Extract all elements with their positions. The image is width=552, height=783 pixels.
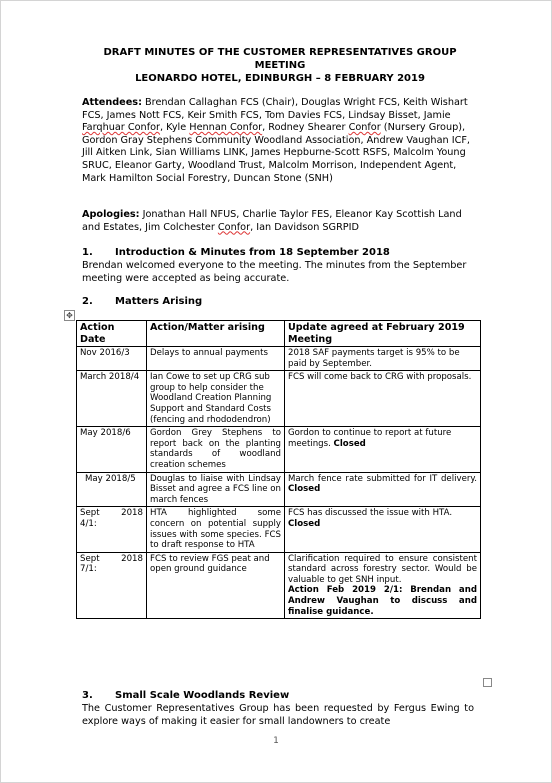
update-text: March fence rate submitted for IT delivery.	[288, 473, 477, 484]
cell-action-matter: Gordon Grey Stephens to report back on the planting standards of woodland creation schemes	[147, 427, 285, 472]
status-closed: Closed	[333, 438, 366, 449]
table-row	[77, 427, 481, 472]
table-move-handle[interactable]: ✥	[64, 310, 75, 321]
update-text: FCS will come back to CRG with proposals.	[288, 372, 472, 383]
cell-update	[285, 552, 481, 619]
document-title-line-2: MEETING	[254, 60, 306, 71]
apologies-text-a: Jonathan Hall NFUS, Charlie Taylor FES, Eleanor Kay Scottish Land and Estates, Jim Colchester	[82, 209, 462, 233]
cell-action-matter: FCS to review FGS peat and open ground guidance	[147, 552, 285, 619]
cell-action-date: May 2018/5	[77, 472, 147, 507]
cell-update	[285, 371, 481, 427]
apologies-text-b: , Ian Davidson SGRPID	[250, 221, 359, 233]
update-text: Gordon to continue to report at future meetings.	[288, 428, 452, 449]
cell-update	[285, 427, 481, 472]
section-3-body: The Customer Representatives Group has been requested by Fergus Ewing to explore ways of making it easier for small landowners to create	[82, 703, 474, 727]
update-text: Clarification required to ensure consistent standard across forestry sector. Would be valuable to get SNH input.	[288, 553, 477, 585]
status-closed: Closed	[288, 518, 321, 529]
cell-action-date: May 2018/6	[77, 427, 147, 472]
cell-update	[285, 472, 481, 507]
attendees-paragraph	[82, 97, 474, 185]
attendees-label: Attendees:	[82, 97, 142, 108]
cell-action-matter: Douglas to liaise with Lindsay Bisset and agree a FCS line on march fences	[147, 472, 285, 507]
section-1-heading	[82, 247, 390, 258]
section-1-title: Introduction & Minutes from 18 September 2018	[115, 247, 390, 258]
section-3-number: 3.	[82, 690, 93, 701]
section-2-heading	[82, 296, 202, 307]
matters-arising-table	[76, 320, 481, 619]
section-1-body: Brendan welcomed everyone to the meeting. The minutes from the September meeting were accepted as being accurate.	[82, 260, 467, 284]
attendees-spellcheck-3: Confor	[348, 122, 381, 134]
update-text: FCS has discussed the issue with HTA.	[288, 508, 453, 519]
apologies-paragraph	[82, 209, 474, 234]
column-header-action-matter: Action/Matter arising	[147, 321, 285, 347]
table-row	[77, 552, 481, 619]
cell-action-date: March 2018/4	[77, 371, 147, 427]
table-row	[77, 371, 481, 427]
table-header-row	[77, 321, 481, 347]
document-title-line-1: DRAFT MINUTES OF THE CUSTOMER REPRESENTATIVES GROUP	[103, 47, 457, 58]
section-1-number: 1.	[82, 247, 93, 258]
cell-action-matter: Ian Cowe to set up CRG sub group to help consider the Woodland Creation Planning Support and Standard Costs (fencing and rhododendron)	[147, 371, 285, 427]
table-row	[77, 507, 481, 552]
cell-action-date: Nov 2016/3	[77, 347, 147, 371]
status-closed: Closed	[288, 484, 321, 495]
attendees-spellcheck-1: Farqhuar Confor	[82, 122, 161, 134]
action-item: Action Feb 2019 2/1: Brendan and Andrew Vaughan to discuss and finalise guidance.	[288, 585, 477, 617]
attendees-text-c: , Rodney Shearer	[262, 122, 349, 134]
cell-action-date: Sept 2018 4/1:	[77, 507, 147, 552]
attendees-text-d: (Nursery Group), Gordon Gray Stephens Community Woodland Association, Andrew Vaughan ICF, Jill Aitken Link, Sian Williams LINK, James Hepburne-Scott RSFS, Malcolm Young SRUC, Eleanor Garty, Woodland Trust, Malcolm Morrison, Independent Agent, Mark Hamilton Social Forestry, Duncan Stone (SNH)	[82, 122, 470, 184]
section-3-heading	[82, 690, 289, 701]
document-title-line-3: LEONARDO HOTEL, EDINBURGH – 8 FEBRUARY 2019	[135, 73, 425, 84]
page-number: 1	[273, 736, 279, 746]
attendees-text-a: Brendan Callaghan FCS (Chair), Douglas Wright FCS, Keith Wishart FCS, James Nott FCS, Keir Smith FCS, Tom Davies FCS, Lindsay Bisset, Jamie	[82, 97, 468, 121]
cell-update	[285, 507, 481, 552]
section-3-title: Small Scale Woodlands Review	[115, 690, 290, 701]
column-header-action-date: Action Date	[77, 321, 147, 347]
column-header-update: Update agreed at February 2019 Meeting	[285, 321, 481, 347]
section-2-title: Matters Arising	[115, 296, 203, 307]
table-resize-handle[interactable]	[483, 678, 492, 687]
section-2-number: 2.	[82, 296, 93, 307]
cell-action-matter: Delays to annual payments	[147, 347, 285, 371]
attendees-text-b: , Kyle	[160, 122, 190, 134]
cell-action-matter: HTA highlighted some concern on potential supply issues with some species. FCS to draft response to HTA	[147, 507, 285, 552]
attendees-spellcheck-2: Hennan Confor	[189, 122, 263, 134]
update-text: 2018 SAF payments target is 95% to be paid by September.	[288, 348, 460, 369]
apologies-spellcheck: Confor	[217, 221, 251, 233]
table-row	[77, 472, 481, 507]
cell-update	[285, 347, 481, 371]
cell-action-date: Sept 2018 7/1:	[77, 552, 147, 619]
apologies-label: Apologies:	[82, 209, 140, 220]
table-row	[77, 347, 481, 371]
